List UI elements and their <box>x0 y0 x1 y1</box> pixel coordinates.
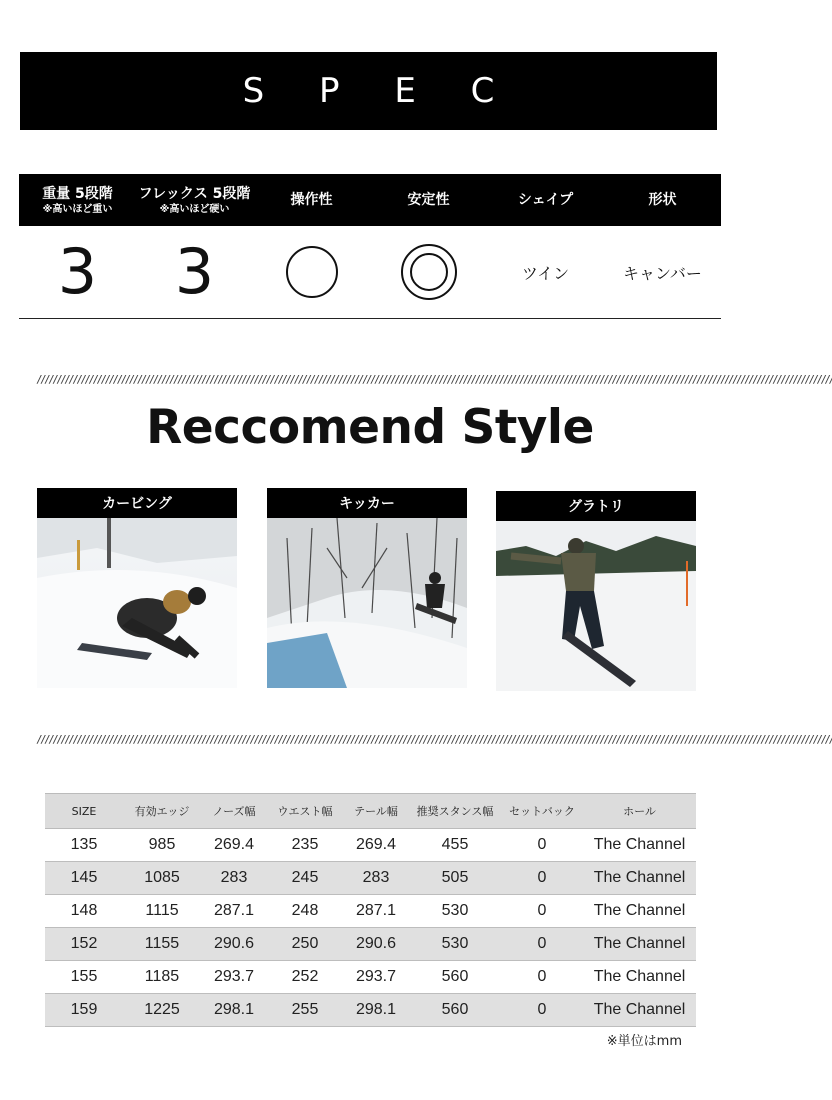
spec-value-handling <box>253 226 370 318</box>
spec-value-stability <box>370 226 487 318</box>
style-label: カービング <box>37 488 237 518</box>
recommend-style-title: Reccomend Style <box>146 400 594 455</box>
slash-divider: ////////////////////////////////////////////////////////////////////////////////////////////////////////////////////////////////////////////////////////////////////////////////////////////////////// <box>36 373 832 386</box>
table-row: 135 985 269.4 235 269.4 455 0 The Channel <box>45 829 696 862</box>
column-header: テール幅 <box>343 794 409 829</box>
style-label: グラトリ <box>496 491 696 521</box>
style-label: キッカー <box>267 488 467 518</box>
spec-values-row <box>19 226 721 319</box>
spec-value-shape: ツイン <box>521 263 570 283</box>
column-header: ウエスト幅 <box>267 794 343 829</box>
spec-value-profile: キャンバー <box>623 263 702 283</box>
spec-banner <box>20 52 717 130</box>
spec-header-profile: 形状 <box>648 192 677 208</box>
spec-header-weight: 重量 5段階 ※高いほど重い <box>42 185 113 215</box>
table-row: 152 1155 290.6 250 290.6 530 0 The Channel <box>45 928 696 961</box>
spec-value-flex: 3 <box>174 235 215 308</box>
spec-header-flex: フレックス 5段階 ※高いほど硬い <box>138 185 251 215</box>
unit-note: ※単位はmm <box>606 1034 682 1049</box>
column-header: SIZE <box>45 794 123 829</box>
circle-icon <box>286 246 338 298</box>
spec-header-stability: 安定性 <box>407 192 450 208</box>
spec-title: S P E C <box>242 71 517 111</box>
ground-trick-photo <box>496 521 696 691</box>
spec-header-row <box>19 174 721 226</box>
spec-header-shape: シェイプ <box>517 192 574 208</box>
slash-divider: ////////////////////////////////////////////////////////////////////////////////////////////////////////////////////////////////////////////////////////////////////////////////////////////////////// <box>36 733 832 746</box>
table-row: 145 1085 283 245 283 505 0 The Channel <box>45 862 696 895</box>
double-circle-icon <box>401 244 457 300</box>
column-header: 有効エッジ <box>123 794 201 829</box>
style-card-kicker <box>267 488 467 688</box>
spec-value-weight: 3 <box>57 235 98 308</box>
style-card-carving <box>37 488 237 688</box>
column-header: セットバック <box>501 794 583 829</box>
size-table <box>45 793 696 1027</box>
table-row: 148 1115 287.1 248 287.1 530 0 The Channel <box>45 895 696 928</box>
spec-header-handling: 操作性 <box>290 192 333 208</box>
table-header-row <box>45 794 696 829</box>
kicker-photo <box>267 518 467 688</box>
table-row: 159 1225 298.1 255 298.1 560 0 The Channel <box>45 994 696 1027</box>
table-row: 155 1185 293.7 252 293.7 560 0 The Channel <box>45 961 696 994</box>
style-card-ground-trick <box>496 491 696 691</box>
column-header: ノーズ幅 <box>201 794 267 829</box>
carving-photo <box>37 518 237 688</box>
column-header: ホール <box>583 794 696 829</box>
column-header: 推奨スタンス幅 <box>409 794 501 829</box>
